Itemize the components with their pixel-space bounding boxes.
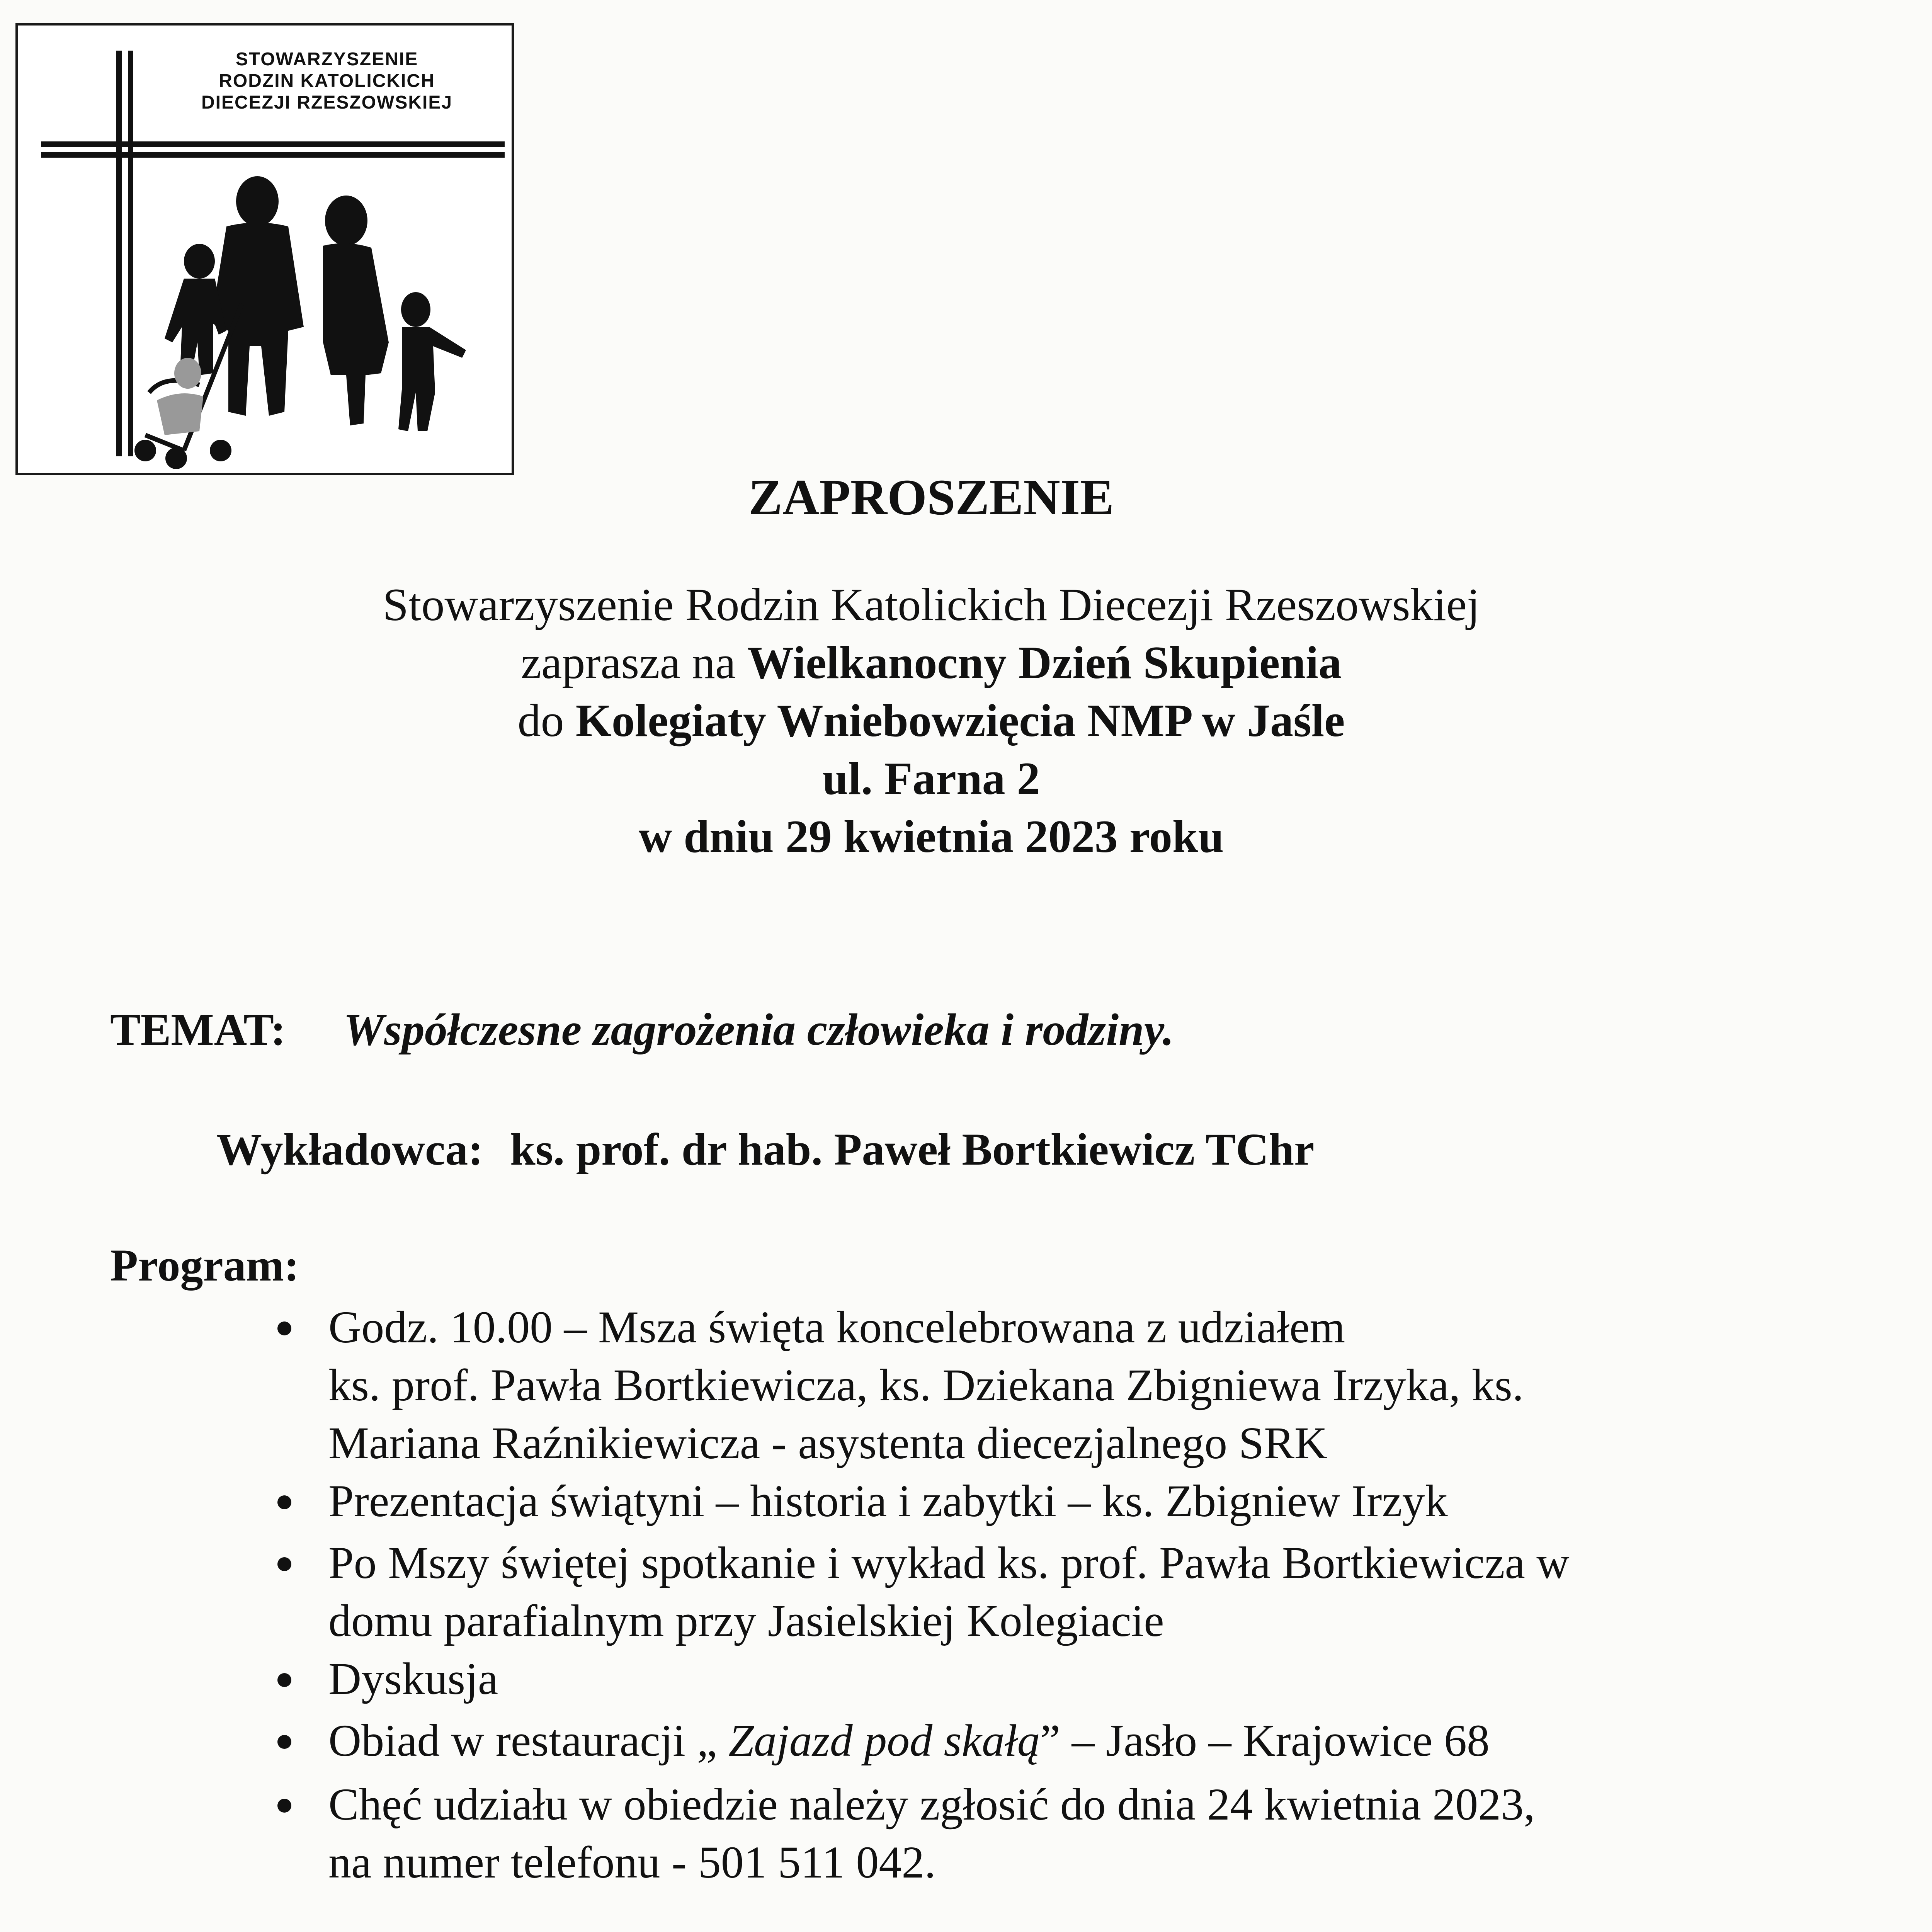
header-line-2-pre: zaprasza na [520,637,748,688]
program-item-1-line-3: Mariana Raźnikiewicza - asystenta diecezjalnego SRK [328,1418,1328,1468]
event-venue: Kolegiaty Wniebowzięcia NMP w Jaśle [575,695,1345,746]
header-line-1: Stowarzyszenie Rodzin Katolickich Diecezji Rzeszowskiej [383,579,1480,630]
program-item-4-line-1: Dyskusja [328,1653,498,1704]
program-item-5-post: ” – Jasło – Krajowice 68 [1040,1715,1490,1766]
lecturer [216,1121,1315,1179]
program-item-3-line-2: domu parafialnym przy Jasielskiej Kolegiacie [328,1595,1164,1646]
bullet-icon [277,1799,291,1813]
topic [110,1001,1174,1059]
bullet-icon [277,1557,291,1571]
topic-label: TEMAT: [110,1004,286,1055]
bullet-icon [277,1321,291,1335]
event-name: Wielkanocny Dzień Skupienia [747,637,1342,688]
logo-text [145,49,509,114]
program-item-1-line-1: Godz. 10.00 – Msza święta koncelebrowana z udziałem [328,1302,1345,1352]
header-line-3 [0,692,1862,750]
program-item-6-line-2: na numer telefonu - 501 511 042. [328,1837,936,1888]
header-line-2 [0,634,1862,692]
program-item-5 [328,1712,1490,1770]
program-item-5-pre: Obiad w restauracji „ [328,1715,729,1766]
event-date: w dniu 29 kwietnia 2023 roku [638,811,1224,862]
header-line-3-pre: do [517,695,576,746]
logo-line-3: DIECEZJI RZESZOWSKIEJ [201,92,453,113]
bullet-icon [277,1735,291,1749]
logo-line-1: STOWARZYSZENIE [235,49,418,70]
association-logo [15,23,514,475]
restaurant-name: Zajazd pod skałą [728,1715,1040,1766]
program-item-1-line-2: ks. prof. Pawła Bortkiewicza, ks. Dziekana Zbigniewa Irzyka, ks. [328,1360,1524,1410]
program-item-3-line-1: Po Mszy świętej spotkanie i wykład ks. prof. Pawła Bortkiewicza w [328,1537,1570,1588]
program-label: Program: [110,1240,299,1291]
logo-line-2: RODZIN KATOLICKICH [219,71,435,91]
bullet-icon [277,1673,291,1687]
event-address: ul. Farna 2 [822,753,1040,804]
program-item-6-line-1: Chęć udziału w obiedzie należy zgłosić do dnia 24 kwietnia 2023, [328,1779,1535,1830]
bullet-icon [277,1495,291,1509]
page-title: ZAPROSZENIE [748,469,1114,526]
lecturer-label: Wykładowca: [216,1124,483,1175]
program-item-2-line-1: Prezentacja świątyni – historia i zabytki – ks. Zbigniew Irzyk [328,1476,1448,1526]
lecturer-name: ks. prof. dr hab. Paweł Bortkiewicz TChr [510,1124,1315,1175]
topic-text: Współczesne zagrożenia człowieka i rodziny. [343,1004,1174,1055]
